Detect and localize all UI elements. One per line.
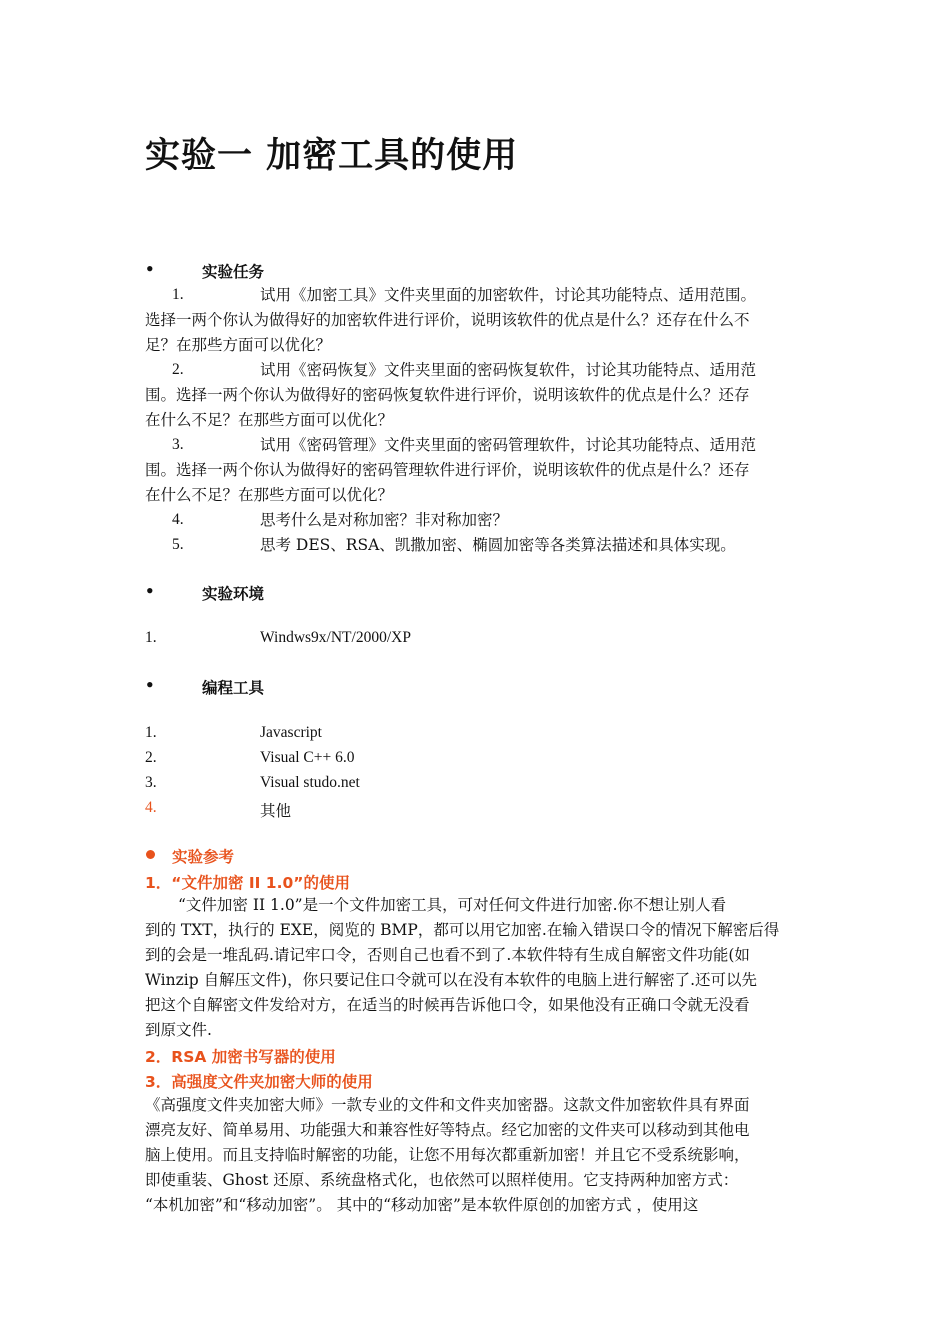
task-item-line: 围。选择一两个你认为做得好的密码恢复软件进行评价，说明该软件的优点是什么？还存 (145, 386, 750, 404)
reference-subheading: 3．高强度文件夹加密大师的使用 (145, 1073, 373, 1091)
reference-paragraph-line: 即使重装、Ghost 还原、系统盘格式化，也依然可以照样使用。它支持两种加密方式： (145, 1171, 739, 1189)
tool-item-number: 3. (145, 774, 157, 791)
task-item-number: 4. (172, 511, 184, 528)
section-heading-tools: 编程工具 (202, 679, 265, 697)
bullet-icon: • (145, 260, 155, 278)
tool-item-text: Javascript (260, 724, 322, 741)
task-item-line: 思考 DES、RSA、凯撒加密、椭圆加密等各类算法描述和具体实现。 (260, 536, 736, 554)
task-item-number: 5. (172, 536, 184, 553)
task-item-line: 在什么不足？在那些方面可以优化？ (145, 486, 394, 504)
task-item-line: 试用《加密工具》文件夹里面的加密软件，讨论其功能特点、适用范围。 (260, 286, 757, 304)
bullet-dot-icon (146, 850, 155, 859)
bullet-icon: • (145, 582, 155, 600)
reference-subheading: 2．RSA 加密书写器的使用 (145, 1048, 336, 1066)
task-item-line: 试用《密码管理》文件夹里面的密码管理软件，讨论其功能特点、适用范 (260, 436, 757, 454)
tool-item-number: 1. (145, 724, 157, 741)
tool-item-text: Visual studo.net (260, 774, 360, 791)
reference-paragraph-line: 《高强度文件夹加密大师》一款专业的文件和文件夹加密器。这款文件加密软件具有界面 (145, 1096, 750, 1114)
tool-item-text: Visual C++ 6.0 (260, 749, 355, 766)
task-item-number: 3. (172, 436, 184, 453)
reference-paragraph-line: Winzip 自解压文件)，你只要记住口令就可以在没有本软件的电脑上进行解密了.还可以先 (145, 971, 758, 989)
task-item-number: 2. (172, 361, 184, 378)
task-item-line: 在什么不足？在那些方面可以优化？ (145, 411, 394, 429)
reference-paragraph-line: 漂亮友好、简单易用、功能强大和兼容性好等特点。经它加密的文件夹可以移动到其他电 (145, 1121, 750, 1139)
task-item-number: 1. (172, 286, 184, 303)
section-heading-task: 实验任务 (202, 263, 265, 281)
env-item-text: Windws9x/NT/2000/XP (260, 629, 411, 646)
section-heading-reference: 实验参考 (172, 848, 235, 866)
tool-item-text: 其他 (260, 802, 292, 820)
reference-paragraph-line: 到的 TXT，执行的 EXE，阅览的 BMP，都可以用它加密.在输入错误口令的情况下解密后得 (145, 921, 780, 939)
task-item-line: 选择一两个你认为做得好的加密软件进行评价，说明该软件的优点是什么？还存在什么不 (145, 311, 750, 329)
reference-paragraph-line: “本机加密”和“移动加密”。 其中的“移动加密”是本软件原创的加密方式 ，使用这 (145, 1196, 699, 1214)
reference-paragraph-line: 把这个自解密文件发给对方，在适当的时候再告诉他口令，如果他没有正确口令就无没看 (145, 996, 750, 1014)
reference-paragraph-line: “文件加密 II 1.0”是一个文件加密工具，可对任何文件进行加密.你不想让别人看 (178, 896, 727, 914)
reference-subheading: 1．“文件加密 II 1.0”的使用 (145, 874, 350, 892)
section-heading-env: 实验环境 (202, 585, 265, 603)
page-title: 实验一 加密工具的使用 (145, 136, 519, 176)
bullet-icon: • (145, 676, 155, 694)
task-item-line: 围。选择一两个你认为做得好的密码管理软件进行评价，说明该软件的优点是什么？还存 (145, 461, 750, 479)
reference-paragraph-line: 到的会是一堆乱码.请记牢口令，否则自己也看不到了.本软件特有生成自解密文件功能(如 (145, 946, 750, 964)
env-item-number: 1. (145, 629, 157, 646)
tool-item-number: 2. (145, 749, 157, 766)
tool-item-number: 4. (145, 799, 157, 816)
task-item-line: 思考什么是对称加密？非对称加密？ (260, 511, 509, 529)
task-item-line: 足？在那些方面可以优化？ (145, 336, 332, 354)
task-item-line: 试用《密码恢复》文件夹里面的密码恢复软件，讨论其功能特点、适用范 (260, 361, 757, 379)
reference-paragraph-line: 到原文件. (145, 1021, 212, 1039)
reference-paragraph-line: 脑上使用。而且支持临时解密的功能，让您不用每次都重新加密！并且它不受系统影响， (145, 1146, 750, 1164)
